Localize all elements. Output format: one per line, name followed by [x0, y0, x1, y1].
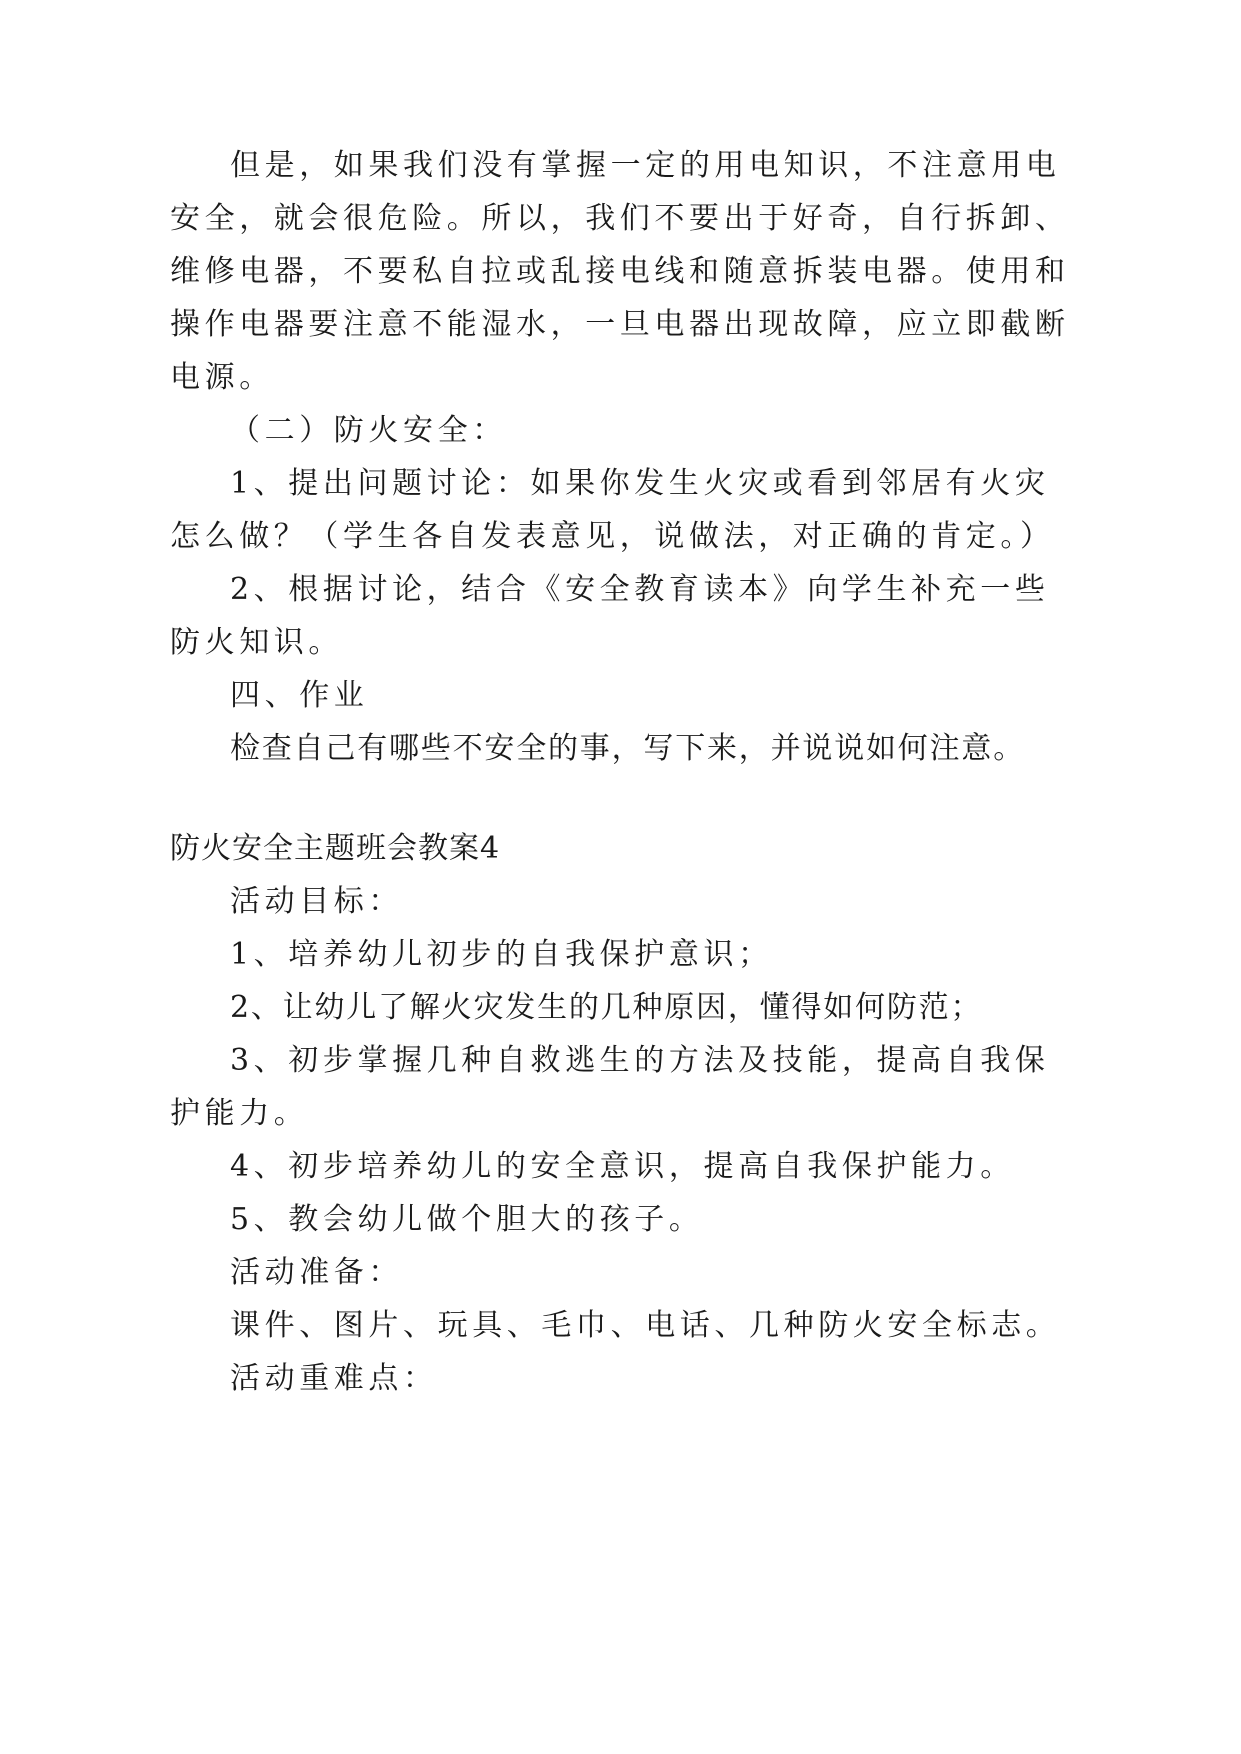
text-line: 防火知识。 [170, 625, 343, 660]
text-line: 维修电器，不要私自拉或乱接电线和随意拆装电器。使用和 [170, 254, 1070, 289]
text-line: 操作电器要注意不能湿水，一旦电器出现故障，应立即截断 [170, 307, 1070, 342]
text-line: 1、提出问题讨论：如果你发生火灾或看到邻居有火灾 [230, 466, 1050, 501]
document-title: 防火安全主题班会教案4 [170, 831, 501, 866]
text-line: 课件、图片、玩具、毛巾、电话、几种防火安全标志。 [230, 1308, 1061, 1343]
text-line: 检查自己有哪些不安全的事，写下来，并说说如何注意。 [230, 731, 1025, 766]
section-heading: 活动准备： [230, 1255, 403, 1290]
list-item: 3、初步掌握几种自救逃生的方法及技能，提高自我保 [230, 1043, 1050, 1078]
section-heading: 活动目标： [230, 884, 403, 919]
section-heading: 四、作业 [230, 678, 369, 713]
text-line: 怎么做？（学生各自发表意见，说做法，对正确的肯定。） [170, 519, 1055, 554]
section-heading: 活动重难点： [230, 1361, 438, 1396]
list-item: 1、培养幼儿初步的自我保护意识； [230, 937, 773, 972]
section-heading: （二）防火安全： [230, 413, 507, 448]
list-item: 护能力。 [170, 1096, 309, 1131]
text-line: 电源。 [170, 360, 274, 395]
text-line: 安全，就会很危险。所以，我们不要出于好奇，自行拆卸、 [170, 201, 1070, 236]
list-item: 5、教会幼儿做个胆大的孩子。 [230, 1202, 704, 1237]
text-line: 2、根据讨论，结合《安全教育读本》向学生补充一些 [230, 572, 1050, 607]
text-line: 但是，如果我们没有掌握一定的用电知识，不注意用电 [230, 148, 1061, 183]
list-item: 2、让幼儿了解火灾发生的几种原因，懂得如何防范； [230, 990, 983, 1025]
list-item: 4、初步培养幼儿的安全意识，提高自我保护能力。 [230, 1149, 1015, 1184]
